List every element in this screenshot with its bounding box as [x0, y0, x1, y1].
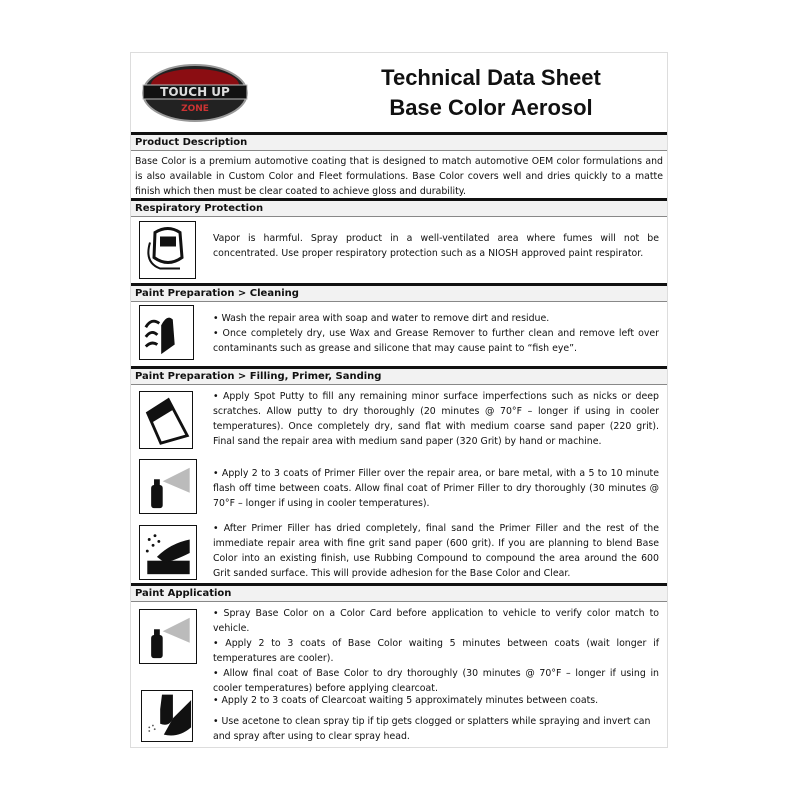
application-step-4: • Apply 2 to 3 coats of Clearcoat waiting 5 approximately minutes between coats.: [213, 695, 599, 706]
title-line-2: Base Color Aerosol: [389, 95, 593, 120]
spray-can-icon: [139, 609, 197, 664]
product-description-text: Base Color is a premium automotive coating that is designed to match automotive OEM color formulations and is also available in Custom Color and Fleet formulations. Base Color covers well and dries quickly to a matte finish which then must be clear coated to achieve gloss and durability.: [135, 156, 663, 197]
technical-data-sheet: [130, 52, 668, 748]
svg-text:TOUCH UP: TOUCH UP: [160, 85, 230, 99]
section-header-filling-primer-sanding: Paint Preparation > Filling, Primer, Sanding: [131, 366, 667, 385]
section-header-product-description: Product Description: [131, 132, 667, 151]
cleaning-step-1: • Wash the repair area with soap and water to remove dirt and residue.: [213, 313, 550, 324]
title-line-1: Technical Data Sheet: [381, 65, 601, 90]
filling-step-sanding: • After Primer Filler has dried completely, final sand the Primer Filler and the rest of the immediate repair area with fine grit sand paper (600 grit). If you are planning to blend Base Color into an existing finish, use Rubbing Compound to compound the area around the 600 Grit sanded surface. This will provide adhesion for the Base Color and Clear.: [213, 523, 659, 579]
respirator-icon: [139, 221, 196, 279]
filling-step-primer: • Apply 2 to 3 coats of Primer Filler over the repair area, or bare metal, with a 5 to 10 minute flash off time between coats. Allow final coat of Primer Filler to dry thoroughly (30 minutes @ 70°F – longer if using in cooler temperatures).: [213, 468, 659, 509]
section-header-cleaning: Paint Preparation > Cleaning: [131, 283, 667, 302]
section-header-paint-application: Paint Application: [131, 583, 667, 602]
filling-step-putty: • Apply Spot Putty to fill any remaining minor surface imperfections such as nicks or deep scratches. Allow putty to dry thoroughly (20 minutes @ 70°F – longer if using in cooler temperatures). Once completely dry, sand flat with medium coarse sand paper (220 grit). Final sand the repair area with medium sand paper (320 Grit) by hand or machine.: [213, 391, 659, 447]
cleaning-step-2: • Once completely dry, use Wax and Grease Remover to further clean and remove left over contaminants such as grease and silicone that may cause paint to “fish eye”.: [213, 328, 659, 354]
section-header-respiratory: Respiratory Protection: [131, 198, 667, 217]
touch-up-zone-logo: [141, 63, 249, 123]
sanding-icon: [139, 525, 197, 580]
respiratory-text: Vapor is harmful. Spray product in a well-ventilated area where fumes will not be concentrated. Use proper respiratory protection such as a NIOSH approved paint respirator.: [213, 233, 659, 259]
document-title: [321, 63, 661, 123]
spray-tip-cleaning-icon: [141, 690, 193, 742]
svg-text:ZONE: ZONE: [181, 104, 209, 114]
application-step-2: • Apply 2 to 3 coats of Base Color waiting 5 minutes between coats (wait longer if temperatures are cooler).: [213, 638, 659, 664]
spray-can-icon: [139, 459, 197, 514]
application-step-3: • Allow final coat of Base Color to dry thoroughly (30 minutes @ 70°F – longer if using in cooler temperatures) before applying clearcoat.: [213, 668, 659, 694]
putty-spreader-icon: [139, 391, 193, 449]
hand-washing-icon: [139, 305, 194, 360]
application-step-5: • Use acetone to clean spray tip if tip gets clogged or splatters while spraying and invert can and spray after using to clear spray head.: [213, 716, 651, 742]
application-step-1: • Spray Base Color on a Color Card before application to vehicle to verify color match to vehicle.: [213, 608, 659, 634]
